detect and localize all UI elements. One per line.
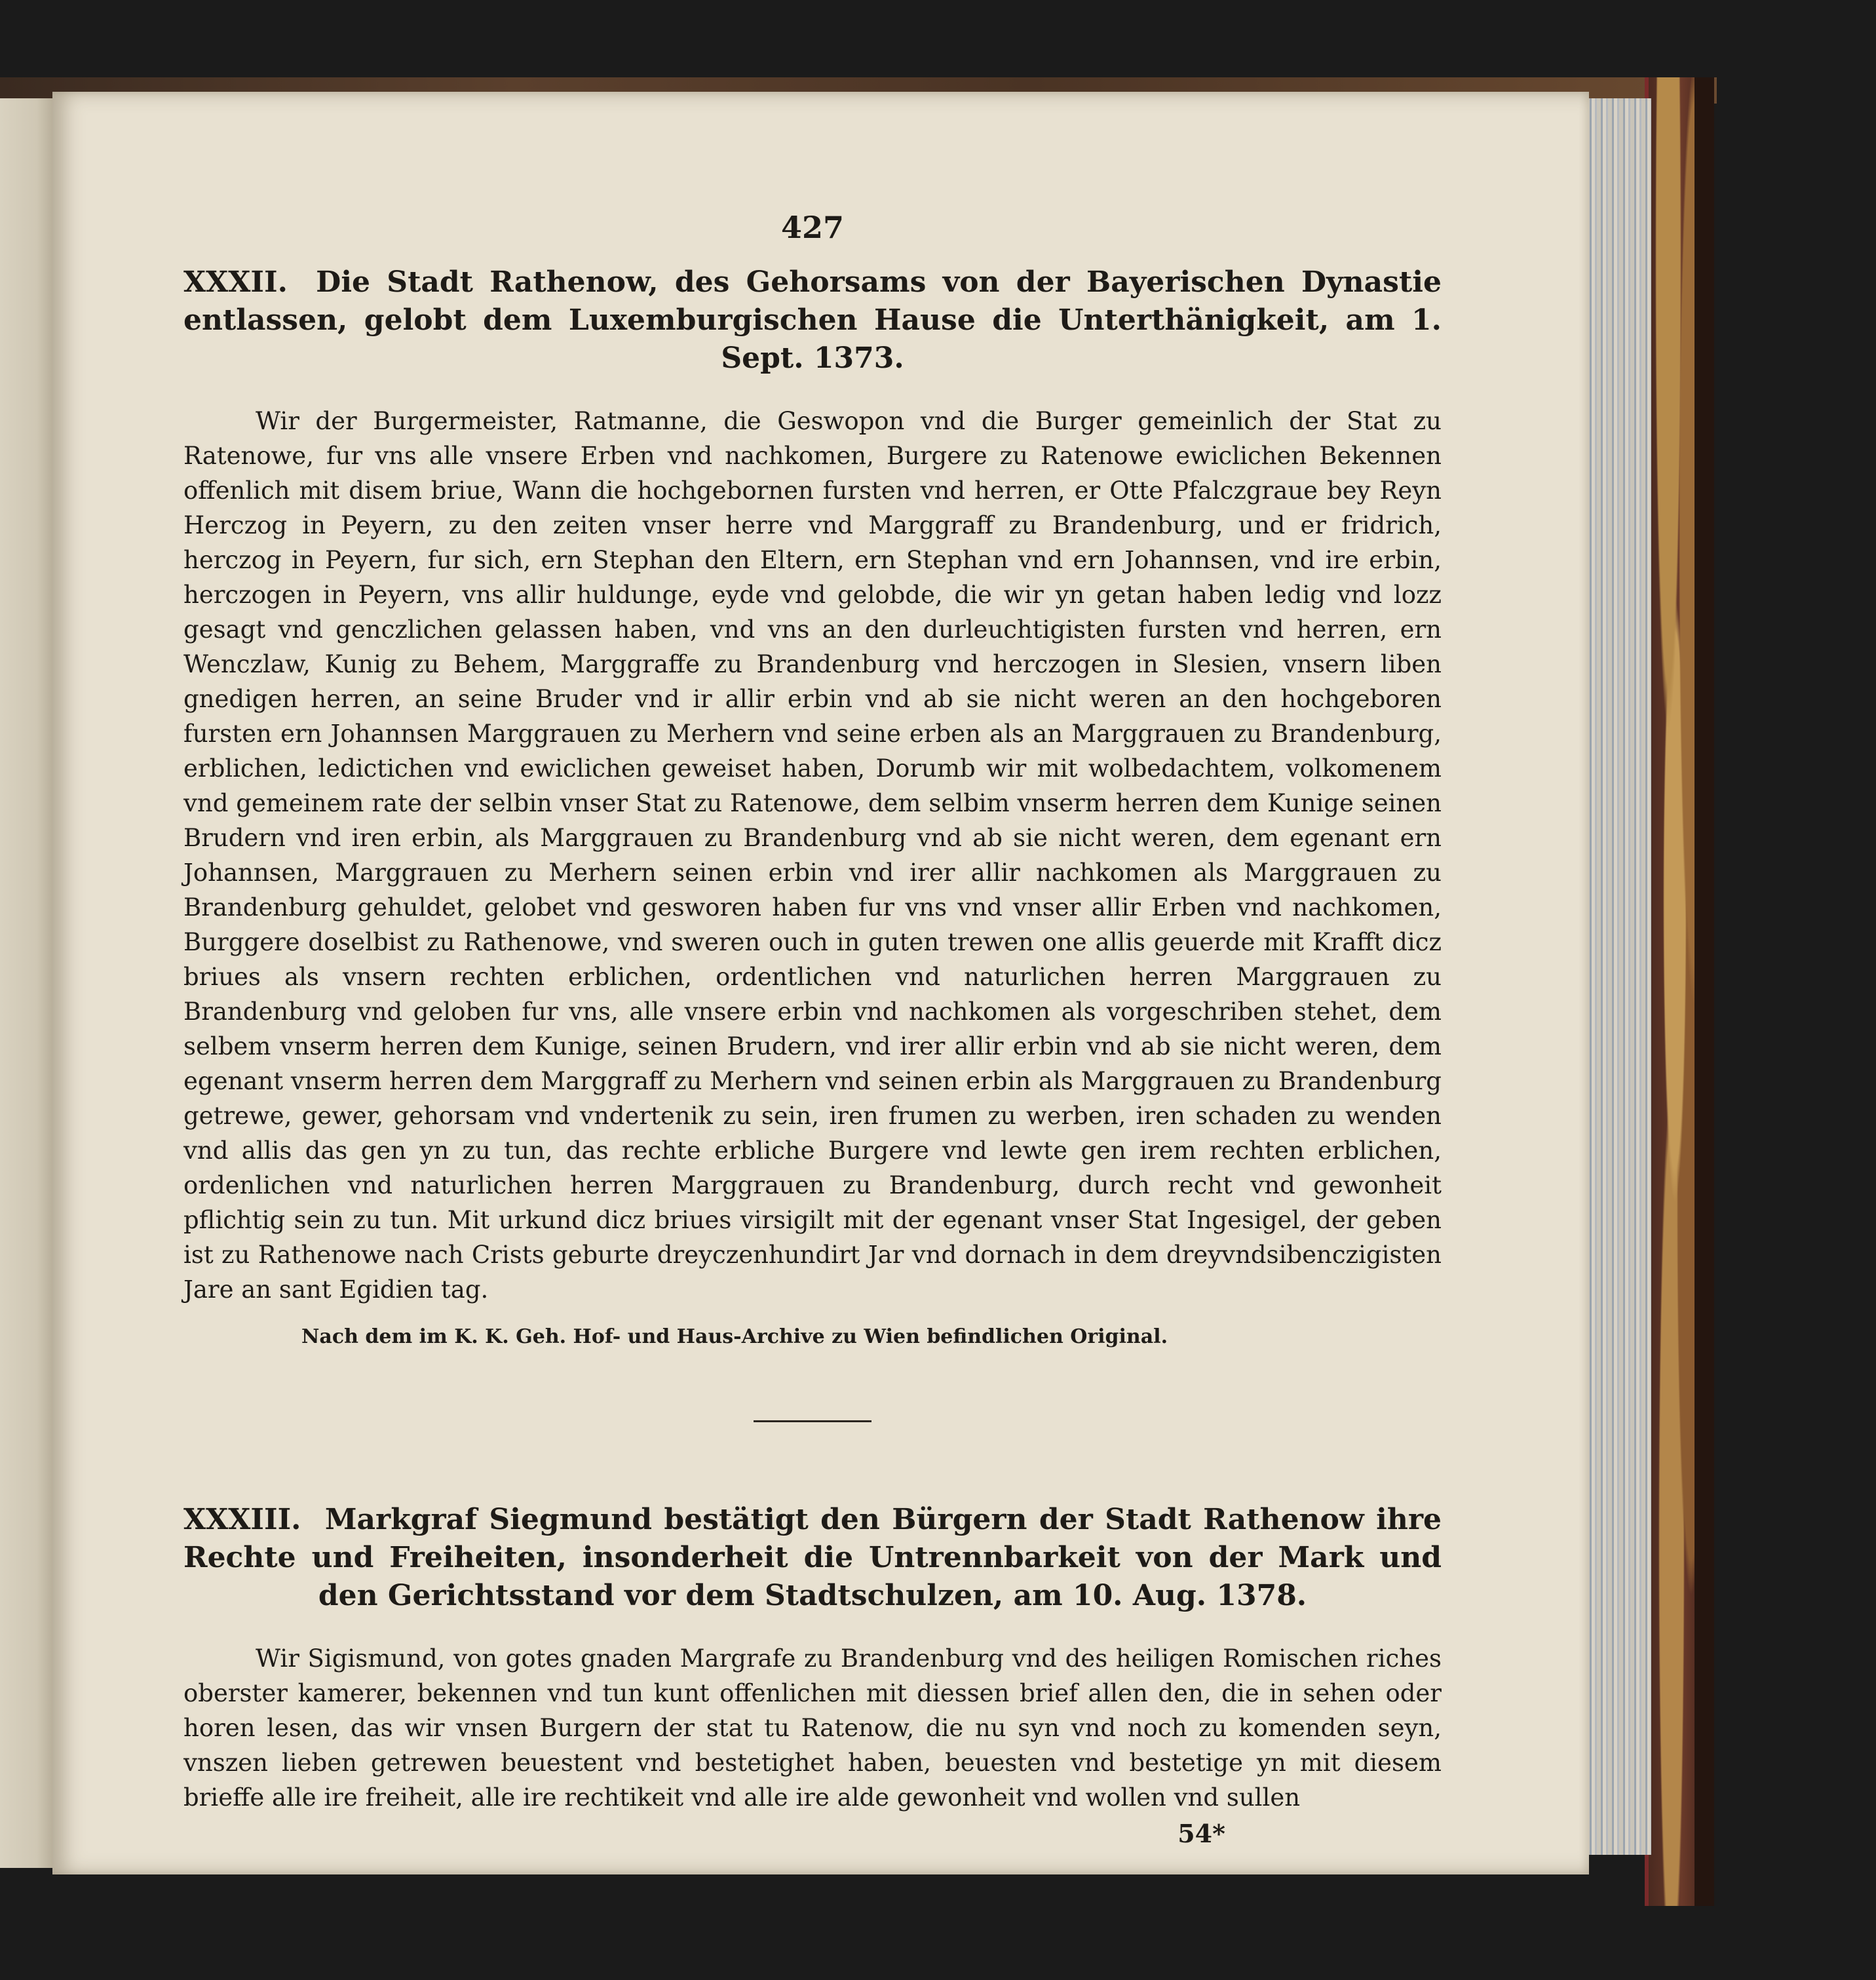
document-number: XXXII. [183,265,288,299]
printer-signature: 54* [1177,1819,1225,1848]
book-page [52,92,1589,1874]
section-divider [754,1420,871,1422]
page-edges [1586,98,1651,1855]
document-heading-33 [183,1501,1442,1615]
document-title: Die Stadt Rathenow, des Gehorsams von der Bayerischen Dynastie entlassen, gelobt dem Luxemburgischen Hause die Unterthänigkeit, am 1. Sept. 1373. [183,265,1442,375]
page-content [183,210,1442,1848]
document-number: XXXIII. [183,1503,301,1536]
document-body-33: Wir Sigismund, von gotes gnaden Margrafe zu Brandenburg vnd des heiligen Romischen riches oberster kamerer, bekennen vnd tun kunt offenlichen mit diessen brief allen den, die in sehen oder horen lesen, das wir vnsen Burgern der stat tu Ratenow, die nu syn vnd noch zu komenden seyn, vnszen lieben getrewen beuestent vnd bestetighet haben, beuesten vnd bestetige yn mit diesem brieffe alle ire freiheit, alle ire rechtikeit vnd alle ire alde gewonheit vnd wollen vnd sullen [183,1644,1442,1812]
marbled-cover [1645,77,1714,1906]
document-body-32: Wir der Burgermeister, Ratmanne, die Geswороn vnd die Burger gemeinlich der Stat zu Ratenowe, fur vns alle vnsere Erben vnd nachkomen, Burgere zu Ratenowe ewiclichen Bekennen offenlich mit disem briue, Wann die hochgebornen fursten vnd herren, er Otte Pfalczgraue bey Reyn Herczog in Peyern, zu den zeiten vnser herre vnd Marggraff zu Brandenburg, und er fridrich, herczog in Peyern, fur sich, ern Stephan den Eltern, ern Stephan vnd ern Johannsen, vnd ire erbin, herczogen in Peyern, vns allir huldunge, eyde vnd gelobde, die wir yn getan haben ledig vnd lozz gesagt vnd genczlichen gelassen haben, vnd vns an den durleuchtigisten fursten vnd herren, ern Wenczlaw, Kunig zu Behem, Marggraffe zu Brandenburg vnd herczogen in Slesien, vnsern liben gnedigen herren, an seine Bruder vnd ir allir erbin vnd ab sie nicht weren an den hochgeboren fursten ern Johannsen Marggrauen zu Merhern vnd seine erben als an Marggrauen zu Brandenburg, erblichen, ledictichen vnd ewiclichen geweiset haben, Dorumb wir mit wolbedachtem, volkomenem vnd gemeinem rate der selbin vnser Stat zu Ratenowe, dem selbim vnserm herren dem Kunige seinen Brudern vnd iren erbin, als Marggrauen zu Brandenburg vnd ab sie nicht weren, dem egenant ern Johannsen, Marggrauen zu Merhern seinen erbin vnd irer allir nachkomen als Marggrauen zu Brandenburg gehuldet, gelobet vnd geswоren haben fur vns vnd vnser allir Erben vnd nachkomen, Burggere doselbist zu Rathenowe, vnd sweren ouch in guten trewen one allis geuerde mit Krafft dicz briues als vnsern rechten erblichen, ordentlichen vnd naturlichen herren Marggrauen zu Brandenburg vnd geloben fur vns, alle vnsere erbin vnd nachkomen als vorgeschriben stehet, dem selbem vnserm herren dem Kunige, seinen Brudern, vnd irer allir erbin vnd ab sie nicht weren, dem egenant vnserm herren dem Marggraff zu Merhern vnd seinen erbin als Marggrauen zu Brandenburg getrewe, gewer, gehorsam vnd vndertenik zu sein, iren frumen zu werben, iren schaden zu wenden vnd allis das gen yn zu tun, das rechte erbliche Burgere vnd lewte gen irem rechten erblichen, ordenlichen vnd naturlichen herren Marggrauen zu Brandenburg, durch recht vnd gewonheit pflichtig sein zu tun. Mit urkund dicz briues virsigilt mit der egenant vnser Stat Ingesigel, der geben ist zu Rathenowe nach Crists geburte dreyczenhundirt Jar vnd dornach in dem dreyvndsibenczigisten Jare an sant Egidien tag. [183,407,1442,1304]
source-note: Nach dem im K. K. Geh. Hof- und Haus-Archive zu Wien befindlichen Original. [301,1325,1168,1348]
page-number: 427 [780,210,845,245]
document-title: Markgraf Siegmund bestätigt den Bürgern der Stadt Rathenow ihre Rechte und Freiheiten, insonderheit die Untrennbarkeit von der Mark und den Gerichtsstand vor dem Stadtschulzen, am 10. Aug. 1378. [183,1503,1442,1612]
left-page-sliver [0,98,52,1868]
document-heading-32 [183,263,1442,378]
